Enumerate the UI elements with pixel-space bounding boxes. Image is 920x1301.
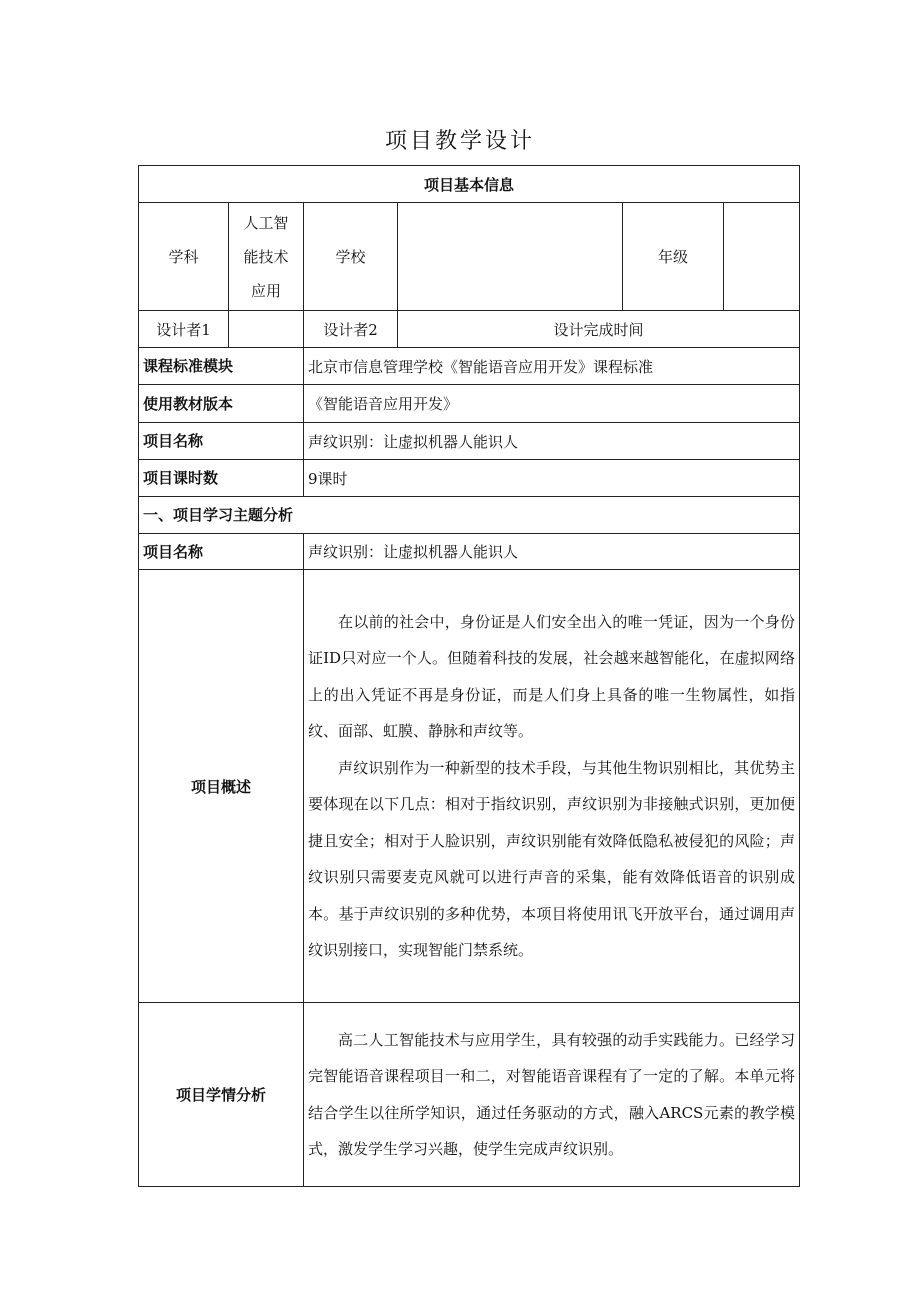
- grade-value: [724, 203, 800, 311]
- designer1-label: 设计者1: [139, 311, 229, 348]
- school-value: [398, 203, 623, 311]
- overview-content: [304, 570, 800, 1003]
- overview-paragraph: 声纹识别作为一种新型的技术手段，与其他生物识别相比，其优势主要体现在以下几点：相对于指纹识别，声纹识别为非接触式识别，更加便捷且安全；相对于人脸识别，声纹识别能有效降低隐私被侵犯的风险；声纹识别只需要麦克风就可以进行声音的采集，能有效降低语音的识别成本。基于声纹识别的多种优势，本项目将使用讯飞开放平台，通过调用声纹识别接口，实现智能门禁系统。: [308, 758, 796, 959]
- learner-row: [139, 1003, 800, 1187]
- course-standard-value: 北京市信息管理学校《智能语音应用开发》课程标准: [304, 348, 800, 385]
- design-time-label: 设计完成时间: [398, 311, 800, 348]
- textbook-label: 使用教材版本: [139, 385, 304, 423]
- subject-value-line: 能技术: [243, 247, 289, 266]
- hours-value: 9课时: [304, 460, 800, 497]
- section-one-heading: 一、项目学习主题分析: [139, 497, 800, 534]
- overview-row: [139, 570, 800, 1003]
- learner-analysis-content: [304, 1003, 800, 1187]
- section-one-row: [139, 497, 800, 534]
- hours-label: 项目课时数: [139, 460, 304, 497]
- page-title: 项目教学设计: [384, 129, 535, 154]
- basic-info-header-row: [139, 166, 800, 203]
- textbook-value: 《智能语音应用开发》: [304, 385, 800, 423]
- subject-value-line: 应用: [250, 281, 281, 300]
- learner-analysis-label: 项目学情分析: [139, 1003, 304, 1187]
- learner-paragraph: 高二人工智能技术与应用学生，具有较强的动手实践能力。已经学习完智能语音课程项目一和二，对智能语音课程有了一定的了解。本单元将结合学生以往所学知识，通过任务驱动的方式，融入ARCS元素的教学模式，激发学生学习兴趣，使学生完成声纹识别。: [308, 1030, 796, 1158]
- overview-label: 项目概述: [139, 570, 304, 1003]
- hours-row: [139, 460, 800, 497]
- course-standard-label: 课程标准模块: [139, 348, 304, 385]
- project-design-table: [138, 165, 800, 1187]
- subject-row: [139, 203, 800, 311]
- designer1-value: [229, 311, 304, 348]
- section-basic-heading: 项目基本信息: [139, 166, 800, 203]
- textbook-row: [139, 385, 800, 423]
- subject-value-line: 人工智: [243, 213, 289, 232]
- school-label: 学校: [304, 203, 398, 311]
- theme-project-name-label: 项目名称: [139, 534, 304, 570]
- project-name-label: 项目名称: [139, 423, 304, 460]
- theme-project-name-row: [139, 534, 800, 570]
- subject-label: 学科: [139, 203, 229, 311]
- overview-paragraph: 在以前的社会中，身份证是人们安全出入的唯一凭证，因为一个身份证ID只对应一个人。但随着科技的发展，社会越来越智能化，在虚拟网络上的出入凭证不再是身份证，而是人们身上具备的唯一生物属性，如指纹、面部、虹膜、静脉和声纹等。: [308, 612, 796, 740]
- project-name-row: [139, 423, 800, 460]
- subject-value: [229, 203, 304, 311]
- grade-label: 年级: [623, 203, 724, 311]
- course-standard-row: [139, 348, 800, 385]
- theme-project-name-value: 声纹识别：让虚拟机器人能识人: [304, 534, 800, 570]
- designer-row: [139, 311, 800, 348]
- project-name-value: 声纹识别：让虚拟机器人能识人: [304, 423, 800, 460]
- designer2-label: 设计者2: [304, 311, 398, 348]
